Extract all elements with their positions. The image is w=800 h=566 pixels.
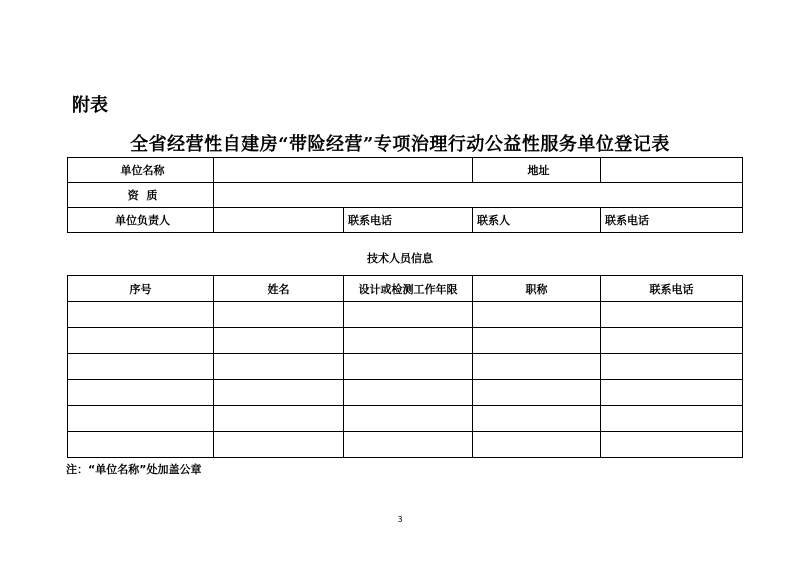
address-label: 地址 <box>473 158 601 183</box>
table-cell[interactable] <box>473 406 601 432</box>
header-name: 姓名 <box>214 276 344 302</box>
unit-info-table <box>67 157 743 233</box>
table-cell[interactable] <box>473 432 601 458</box>
table-cell[interactable] <box>601 354 743 380</box>
table-cell[interactable] <box>601 302 743 328</box>
table-cell[interactable] <box>68 302 214 328</box>
table-cell[interactable] <box>344 432 473 458</box>
table-row <box>68 208 743 233</box>
table-row <box>68 432 743 458</box>
table-cell[interactable] <box>214 380 344 406</box>
table-cell[interactable] <box>214 354 344 380</box>
address-field[interactable] <box>601 158 743 183</box>
table-cell[interactable] <box>214 406 344 432</box>
table-cell[interactable] <box>68 432 214 458</box>
header-years: 设计或检测工作年限 <box>344 276 473 302</box>
table-cell[interactable] <box>214 328 344 354</box>
table-cell[interactable] <box>601 432 743 458</box>
header-phone: 联系电话 <box>601 276 743 302</box>
table-cell[interactable] <box>473 302 601 328</box>
responsible-person-field[interactable] <box>214 208 344 233</box>
table-row <box>68 158 743 183</box>
table-row <box>68 328 743 354</box>
page-number: 3 <box>397 515 403 524</box>
table-cell[interactable] <box>601 406 743 432</box>
table-row <box>68 406 743 432</box>
phone-label-1: 联系电话 <box>344 208 473 233</box>
table-cell[interactable] <box>68 406 214 432</box>
table-cell[interactable] <box>473 354 601 380</box>
footnote: 注：“单位名称”处加盖公章 <box>66 463 202 476</box>
table-cell[interactable] <box>344 354 473 380</box>
table-cell[interactable] <box>214 432 344 458</box>
staff-info-table <box>67 275 743 458</box>
responsible-person-label: 单位负责人 <box>68 208 214 233</box>
table-row <box>68 302 743 328</box>
table-header-row <box>68 276 743 302</box>
table-cell[interactable] <box>68 354 214 380</box>
table-row <box>68 354 743 380</box>
unit-name-field[interactable] <box>214 158 473 183</box>
table-cell[interactable] <box>601 328 743 354</box>
contact-person-label: 联系人 <box>473 208 601 233</box>
table-cell[interactable] <box>214 302 344 328</box>
phone-label-2: 联系电话 <box>601 208 743 233</box>
staff-section-title: 技术人员信息 <box>367 252 433 265</box>
table-cell[interactable] <box>344 406 473 432</box>
table-cell[interactable] <box>601 380 743 406</box>
table-cell[interactable] <box>344 302 473 328</box>
table-row <box>68 183 743 208</box>
table-row <box>68 380 743 406</box>
table-cell[interactable] <box>473 328 601 354</box>
qualification-field[interactable] <box>214 183 743 208</box>
unit-name-label: 单位名称 <box>68 158 214 183</box>
table-cell[interactable] <box>344 380 473 406</box>
table-cell[interactable] <box>68 328 214 354</box>
page-title: 全省经营性自建房“带险经营”专项治理行动公益性服务单位登记表 <box>130 134 670 155</box>
header-index: 序号 <box>68 276 214 302</box>
table-cell[interactable] <box>473 380 601 406</box>
table-cell[interactable] <box>68 380 214 406</box>
header-title: 职称 <box>473 276 601 302</box>
qualification-label: 资 质 <box>68 183 214 208</box>
table-cell[interactable] <box>344 328 473 354</box>
appendix-label: 附表 <box>72 95 108 116</box>
